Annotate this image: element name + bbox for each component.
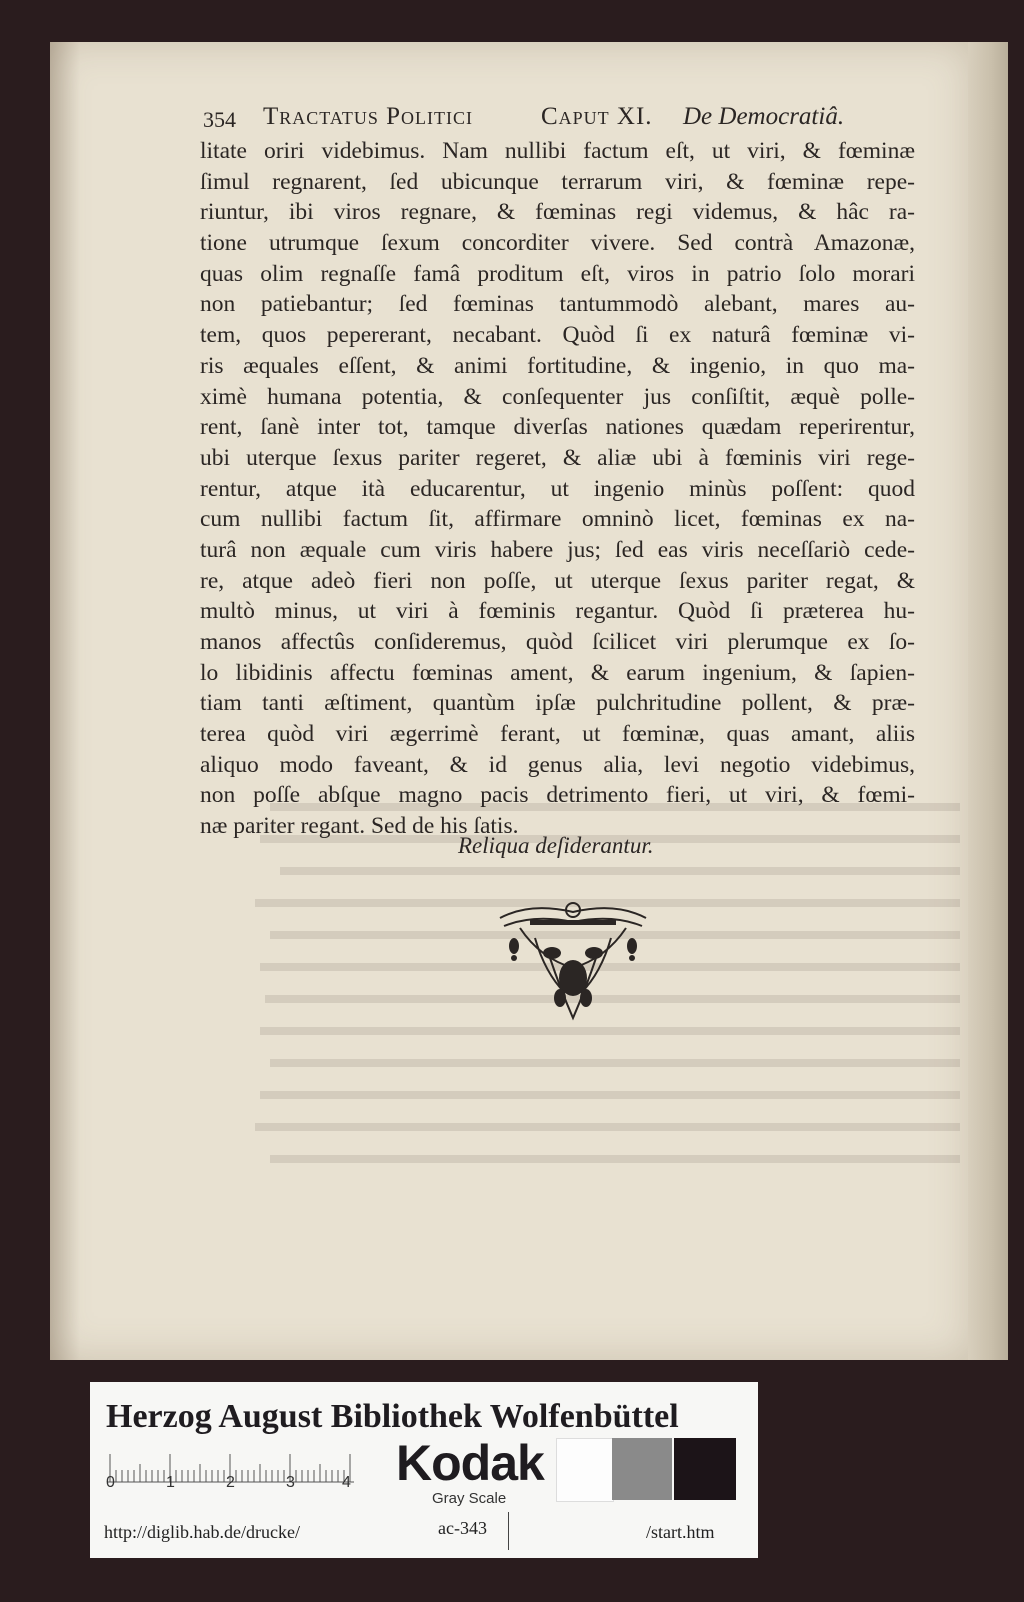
black-patch (674, 1438, 736, 1500)
text-line: ubi uterque ſexus pariter regeret, & aliæ ubi à fœminis viri rege- (200, 444, 915, 471)
page-number: 354 (203, 107, 236, 132)
running-head (203, 103, 863, 133)
ruler-number: 4 (342, 1474, 351, 1491)
text-line: næ pariter regant. Sed de his ſatis. (200, 813, 519, 840)
gutter-shadow (50, 42, 80, 1360)
library-name: Herzog August Bibliothek Wolfenbüttel (106, 1398, 679, 1435)
text-line: lo libidinis affectu fœminas ament, & earum ingenium, & ſapien- (200, 659, 915, 686)
text-line: rentur, atque ità educarentur, ut ingenio minùs poſſent: quod (200, 475, 915, 502)
text-line: rent, ſanè inter tot, tamque diverſas nationes quædam reperirentur, (200, 414, 915, 441)
ruler-number: 2 (226, 1474, 235, 1491)
ruler-number: 0 (106, 1474, 115, 1491)
text-line: litate oriri videbimus. Nam nullibi factum eſt, ut viri, & fœminæ (200, 138, 915, 164)
chapter-label: Caput XI. (541, 103, 653, 130)
text-line: aliquo modo faveant, & id genus alia, levi negotio videbimus, (200, 751, 915, 778)
text-line: non poſſe abſque magno pacis detrimento fieri, ut viri, & fœmi- (200, 782, 915, 809)
text-line: multò minus, ut viri à fœminis regantur. Quòd ſi præterea hu- (200, 598, 915, 625)
work-title: Tractatus Politici (263, 103, 473, 130)
ruler-number: 1 (166, 1474, 175, 1491)
ruler-number: 3 (286, 1474, 295, 1491)
url-suffix: /start.htm (646, 1522, 715, 1542)
text-line: cum nullibi factum ſit, affirmare omninò licet, fœminas ex na- (200, 506, 915, 533)
gray-patch (612, 1438, 672, 1500)
floral-tailpiece-ornament-icon (490, 898, 656, 1024)
text-line: tiam tanti æſtiment, quantùm ipſæ pulchritudine pollent, & præ- (200, 690, 915, 717)
white-patch (556, 1438, 614, 1502)
text-line: tione utrumque ſexum concorditer vivere. Sed contrà Amazonæ, (200, 230, 915, 257)
text-line: ximè humana potentia, & conſequenter jus conſiſtit, æquè polle- (200, 383, 915, 410)
url-prefix: http://diglib.hab.de/drucke/ (104, 1522, 300, 1542)
text-line: quas olim regnaſſe famâ proditum eſt, viros in patrio ſolo morari (200, 260, 915, 287)
text-line: non patiebantur; ſed fœminas tantummodò alebant, mares au- (200, 291, 915, 318)
gray-scale-label: Gray Scale (432, 1490, 507, 1507)
text-line: turâ non æquale cum viris habere jus; ſed eas viris neceſſariò cede- (200, 536, 915, 563)
call-number: ac-343 (438, 1518, 487, 1538)
text-line: tem, quos pepererant, necabant. Quòd ſi ex naturâ fœminæ vi- (200, 322, 915, 349)
text-line: ris æquales eſſent, & animi fortitudine, & ingenio, in quo ma- (200, 352, 915, 379)
text-line: re, atque adeò fieri non poſſe, ut uterque ſexus pariter regat, & (200, 567, 915, 594)
text-line: ſimul regnarent, ſed ubicunque terrarum viri, & fœminæ repe- (200, 168, 915, 195)
section-title: De Democratiâ. (683, 103, 845, 130)
text-line: riuntur, ibi viros regnare, & fœminas regi videmus, & hâc ra- (200, 199, 915, 226)
text-line: manos affectûs conſideremus, quòd ſcilicet viri plerumque ex ſo- (200, 629, 915, 655)
color-target-card (90, 1382, 758, 1558)
divider (508, 1512, 509, 1550)
closing-note: Reliqua deſiderantur. (458, 833, 654, 858)
text-line: terea quòd viri ægerrimè ferant, ut fœminæ, quas amant, aliis (200, 721, 915, 748)
page-stack-edge (968, 42, 1008, 1360)
kodak-logo: Kodak (396, 1435, 544, 1491)
body-text (200, 136, 915, 842)
